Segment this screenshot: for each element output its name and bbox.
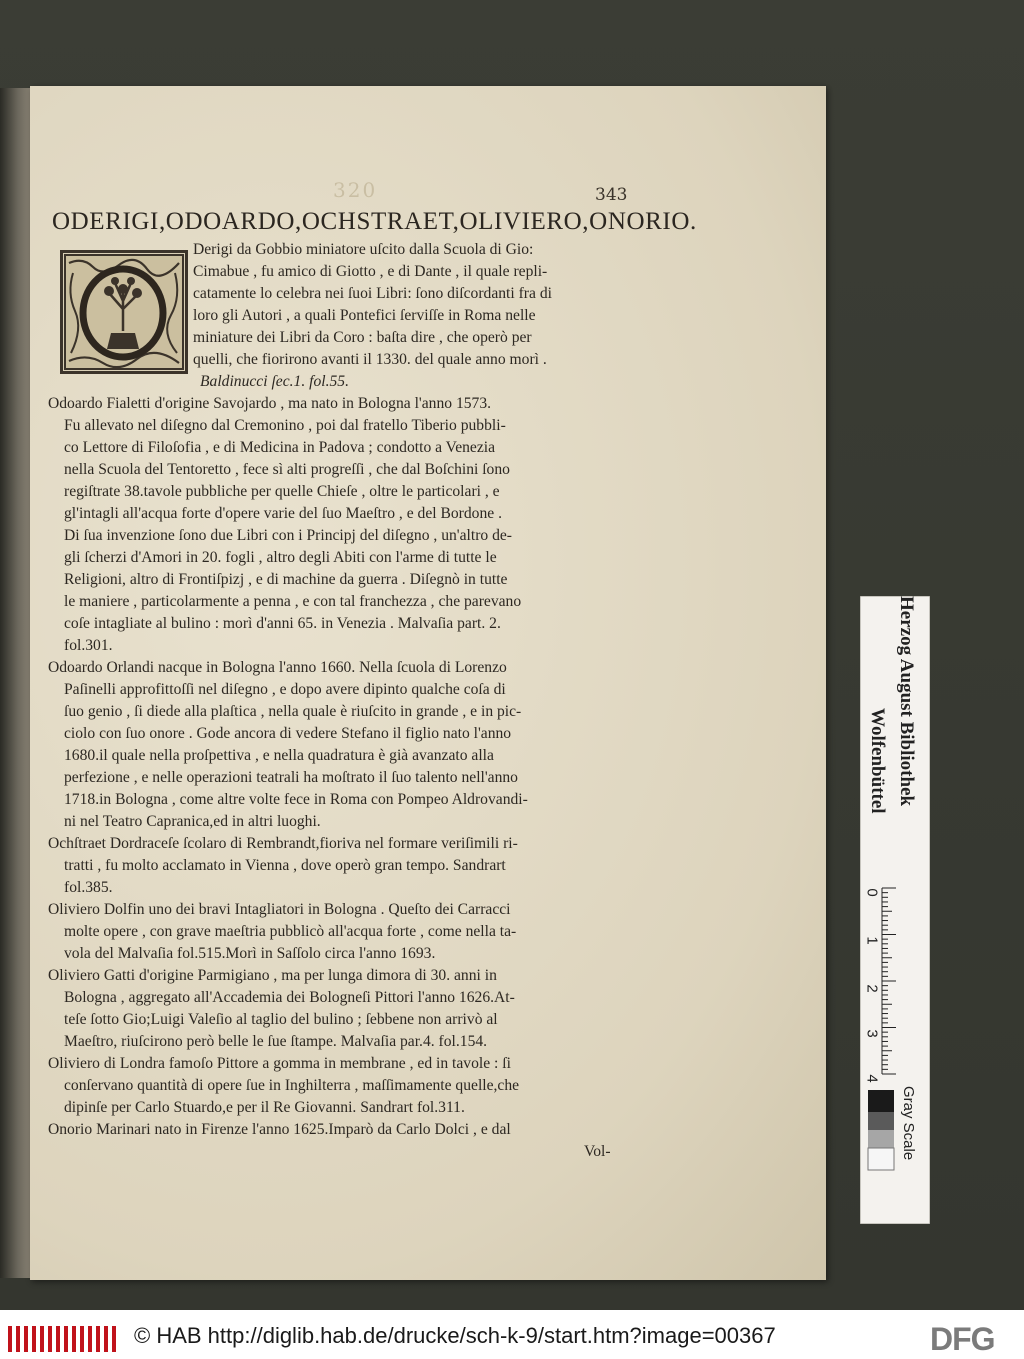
text-line: co Lettore di Filoſofia , e di Medicina in Padova ; condotto a Venezia: [64, 439, 496, 456]
text-line: regiſtrate 38.tavole pubbliche per quelle Chieſe , oltre le particolari , e: [64, 483, 500, 500]
decorated-initial-o: [60, 250, 188, 374]
hab-logo-bar: [64, 1326, 68, 1352]
text-line: miniature dei Libri da Coro : baſta dire , che operò per: [193, 329, 532, 346]
text-line: dipinſe per Carlo Stuardo,e per il Re Giovanni. Sandrart fol.311.: [64, 1099, 465, 1116]
footer-bar: [0, 1310, 1024, 1359]
text-line: loro gli Autori , a quali Pontefici ſerviſſe in Roma nelle: [193, 307, 536, 324]
text-line: Religioni, altro di Frontiſpizj , e di machine da guerra . Diſegnò in tutte: [64, 571, 508, 588]
hab-logo-bar: [24, 1326, 28, 1352]
book-spine: [0, 88, 32, 1278]
text-line: Oliviero di Londra famoſo Pittore a gomma in membrane , ed in tavole : ſi: [48, 1055, 511, 1072]
text-line: coſe intagliate al bulino : morì d'anni 65. in Venezia . Malvaſia part. 2.: [64, 615, 501, 632]
color-reference-scale: [860, 596, 930, 1224]
scale-number: 3: [863, 1029, 881, 1038]
text-line: vola del Malvaſia fol.515.Morì in Saſſolo circa l'anno 1693.: [64, 945, 436, 962]
text-line: Derigi da Gobbio miniatore uſcito dalla Scuola di Gio:: [193, 241, 534, 258]
text-line: Paſinelli approfittoſſi nel diſegno , e dopo avere dipinto qualche coſa di: [64, 681, 506, 698]
text-line: Di ſua invenzione ſono due Libri con i Principj del diſegno , un'altro de-: [64, 527, 512, 544]
gray-scale-label: Gray Scale: [900, 1086, 917, 1161]
text-line: molte opere , con grave maeſtria pubblicò all'acqua forte , come nella ta-: [64, 923, 517, 940]
page-number: 343: [595, 185, 628, 205]
text-line: quelli, che fiorirono avanti il 1330. del quale anno morì .: [193, 351, 547, 368]
text-line: Onorio Marinari nato in Firenze l'anno 1625.Imparò da Carlo Dolci , e dal: [48, 1121, 511, 1138]
hab-logo-bar: [104, 1326, 108, 1352]
text-line: tratti , fu molto acclamato in Vienna , dove operò gran tempo. Sandrart: [64, 857, 506, 874]
text-line: 1680.il quale nella proſpettiva , e nella quadratura è già avanzato alla: [64, 747, 494, 764]
text-line: ni nel Teatro Capranica,ed in altri luoghi.: [64, 813, 321, 830]
hab-logo-bar: [96, 1326, 100, 1352]
text-line: Odoardo Orlandi nacque in Bologna l'anno 1660. Nella ſcuola di Lorenzo: [48, 659, 507, 676]
hab-logo-icon: [8, 1326, 120, 1352]
text-line: ciolo con ſuo onore . Gode ancora di vedere Stefano il figlio nato l'anno: [64, 725, 512, 742]
text-line: perfezione , e nelle operazioni teatrali ha moſtrato il ſuo talento nell'anno: [64, 769, 518, 786]
text-line: le maniere , particolarmente a penna , e con tal franchezza , che parevano: [64, 593, 522, 610]
copyright-link[interactable]: © HAB http://diglib.hab.de/drucke/sch-k-9/start.htm?image=00367: [134, 1323, 776, 1348]
text-line: fol.385.: [64, 879, 113, 896]
text-line: Fu allevato nel diſegno dal Cremonino , poi dal fratello Tiberio pubbli-: [64, 417, 506, 434]
text-line: Vol-: [584, 1143, 611, 1160]
text-line: gli ſcherzi d'Amori in 20. fogli , altro degli Abiti con l'arme di tutte le: [64, 549, 497, 566]
hab-logo-bar: [8, 1326, 12, 1352]
text-line: 1718.in Bologna , come altre volte fece in Roma con Pompeo Aldrovandi-: [64, 791, 528, 808]
hab-logo-bar: [48, 1326, 52, 1352]
hab-logo-bar: [80, 1326, 84, 1352]
scale-number: 0: [863, 888, 881, 897]
scale-number: 1: [863, 936, 881, 945]
hab-logo-bar: [88, 1326, 92, 1352]
hab-logo-bar: [112, 1326, 116, 1352]
dfg-logo: DFG: [930, 1321, 995, 1357]
text-line: Oliviero Gatti d'origine Parmigiano , ma per lunga dimora di 30. anni in: [48, 967, 497, 984]
text-line: fol.301.: [64, 637, 113, 654]
hab-logo-bar: [16, 1326, 20, 1352]
text-line: Maeſtro, riuſcirono però belle le ſue ſtampe. Malvaſia par.4. fol.154.: [64, 1033, 488, 1050]
hab-logo-bar: [32, 1326, 36, 1352]
text-line: ſuo genio , ſi diede alla plaſtica , nella quale è riuſcito in grande , e in pic-: [64, 703, 522, 720]
show-through-page-number: 320: [333, 178, 378, 202]
text-line: gl'intagli all'acqua forte d'opere varie del ſuo Maeſtro , e del Bordone .: [64, 505, 502, 522]
text-line: Odoardo Fialetti d'origine Savojardo , ma nato in Bologna l'anno 1573.: [48, 395, 492, 412]
text-line: nella Scuola del Tentoretto , fece sì alti progreſſi , che dal Boſchini ſono: [64, 461, 510, 478]
scale-number: 2: [863, 984, 881, 993]
text-line: Cimabue , fu amico di Giotto , e di Dante , il quale repli-: [193, 263, 548, 280]
hab-logo-bar: [56, 1326, 60, 1352]
library-name: [884, 596, 928, 968]
hab-logo-bar: [40, 1326, 44, 1352]
text-line: teſe ſotto Gio;Luigi Valeſio al taglio del bulino ; ſebbene non arrivò al: [64, 1011, 498, 1028]
text-line: catamente lo celebra nei ſuoi Libri: ſono diſcordanti fra di: [193, 285, 552, 302]
text-line: Oliviero Dolfin uno dei bravi Intagliatori in Bologna . Queſto dei Carracci: [48, 901, 511, 918]
library-title: Herzog August Bibliothek: [896, 596, 917, 807]
text-line: conſervano quantità di opere ſue in Inghilterra , maſſimamente quelle,che: [64, 1077, 520, 1094]
library-location: Wolfenbüttel: [867, 708, 888, 814]
text-line: Baldinucci ſec.1. fol.55.: [200, 373, 349, 390]
hab-logo-bar: [72, 1326, 76, 1352]
text-line: Ochſtraet Dordraceſe ſcolaro di Rembrandt,fioriva nel formare veriſimili ri-: [48, 835, 518, 852]
scale-number: 4: [863, 1074, 881, 1083]
page-heading: ODERIGI,ODOARDO,OCHSTRAET,OLIVIERO,ONORIO.: [52, 208, 697, 235]
text-line: Bologna , aggregato all'Accademia dei Bologneſi Pittori l'anno 1626.At-: [64, 989, 515, 1006]
